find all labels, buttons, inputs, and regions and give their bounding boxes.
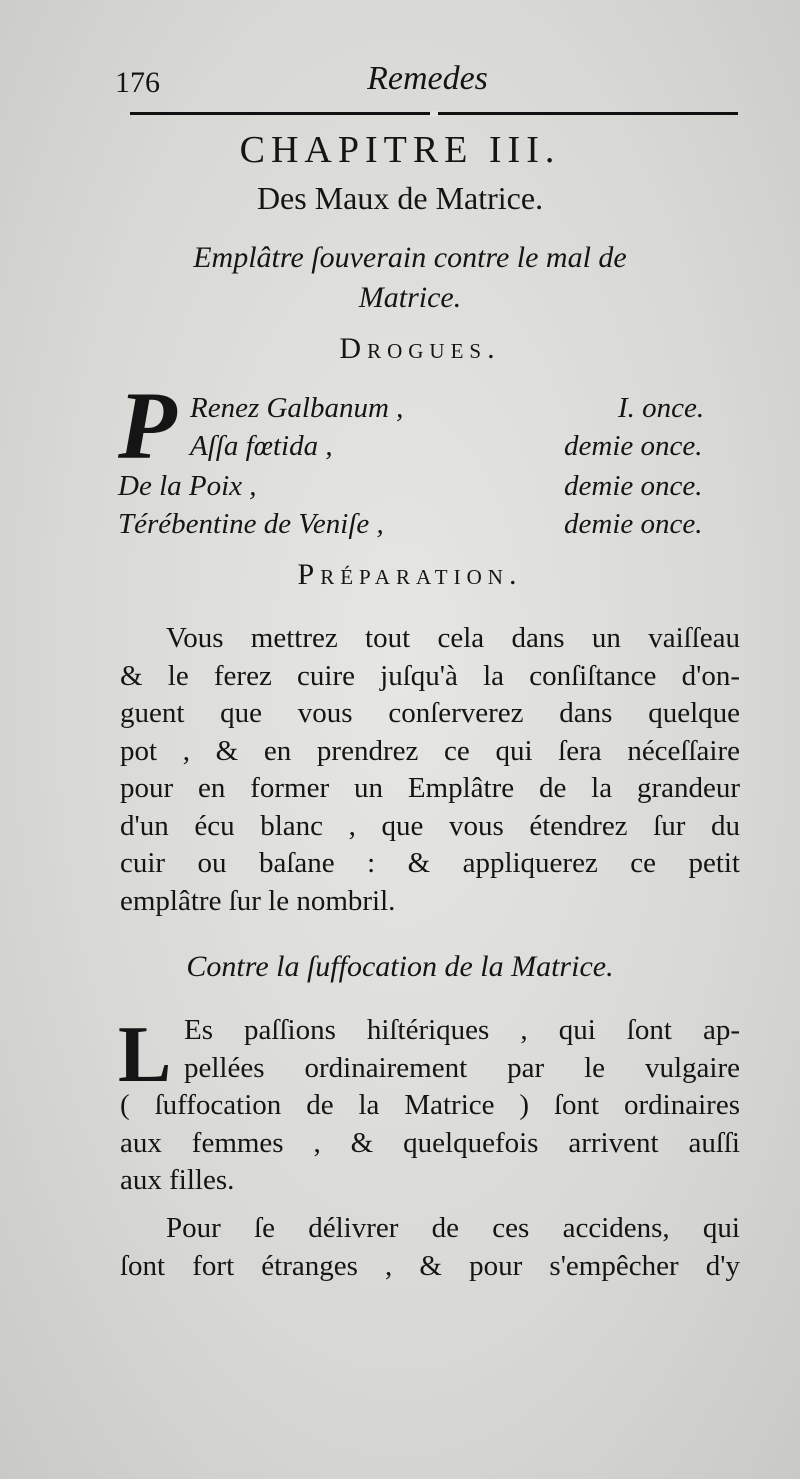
ingredient-quantity: demie once. bbox=[564, 508, 703, 540]
running-head: Remedes bbox=[367, 60, 488, 97]
body-paragraph bbox=[120, 1210, 740, 1285]
chapter-title: CHAPITRE III. bbox=[239, 129, 561, 171]
text-line: ( ſuffocation de la Matrice ) ſont ordinaires bbox=[120, 1089, 740, 1121]
text-line: pour en former un Emplâtre de la grandeur bbox=[120, 772, 740, 804]
text-line: & le ferez cuire juſqu'à la conſiſtance d'on- bbox=[120, 659, 740, 692]
text-line: ſont fort étranges , & pour s'empêcher d'y bbox=[120, 1249, 740, 1282]
ingredient-row bbox=[0, 392, 800, 430]
ingredient-quantity: demie once. bbox=[564, 470, 703, 502]
recipe-title bbox=[100, 238, 720, 318]
ingredient-row bbox=[0, 430, 800, 468]
recipe-title-line: Matrice. bbox=[358, 281, 462, 314]
preparation-heading: Préparation. bbox=[297, 558, 523, 591]
text-line: pot , & en prendrez ce qui ſera néceſſaire bbox=[120, 734, 740, 767]
text-line: cuir ou baſane : & appliquerez ce petit bbox=[120, 847, 740, 879]
text-line: Es paſſions hiſtériques , qui ſont ap- bbox=[184, 1014, 740, 1046]
ingredient-row bbox=[0, 470, 800, 508]
ingredient-name: Renez Galbanum , bbox=[190, 392, 404, 424]
text-line: pellées ordinairement par le vulgaire bbox=[184, 1051, 740, 1084]
drop-cap: P bbox=[118, 372, 177, 479]
header-rule bbox=[130, 112, 738, 115]
page-number: 176 bbox=[115, 66, 160, 99]
text-line: aux femmes , & quelquefois arrivent auſſi bbox=[120, 1126, 740, 1159]
text-line: guent que vous conſerverez dans quelque bbox=[120, 697, 740, 729]
ingredient-quantity: I. once. bbox=[618, 392, 705, 424]
recipe-title-line: Emplâtre ſouverain contre le mal de bbox=[193, 241, 627, 274]
text-line: Pour ſe délivrer de ces accidens, qui bbox=[166, 1212, 740, 1244]
ingredient-name: Térébentine de Veniſe , bbox=[118, 508, 384, 540]
ingredient-row bbox=[0, 508, 800, 546]
page-header bbox=[115, 60, 740, 100]
text-line: aux filles. bbox=[120, 1164, 235, 1196]
ingredient-name: De la Poix , bbox=[118, 470, 257, 502]
recipe-title: Contre la ſuffocation de la Matrice. bbox=[186, 950, 614, 983]
chapter-subtitle: Des Maux de Matrice. bbox=[256, 180, 544, 216]
text-line: emplâtre ſur le nombril. bbox=[120, 884, 396, 917]
ingredient-name: Aſſa fœtida , bbox=[190, 430, 333, 462]
text-line: d'un écu blanc , que vous étendrez ſur du bbox=[120, 809, 740, 842]
drop-cap: L bbox=[118, 1011, 172, 1099]
text-line: Vous mettrez tout cela dans un vaiſſeau bbox=[166, 622, 740, 654]
ingredient-quantity: demie once. bbox=[564, 430, 703, 462]
preparation-paragraph bbox=[120, 620, 740, 920]
ingredients-heading: Drogues. bbox=[339, 332, 501, 365]
body-paragraph bbox=[120, 1012, 740, 1200]
